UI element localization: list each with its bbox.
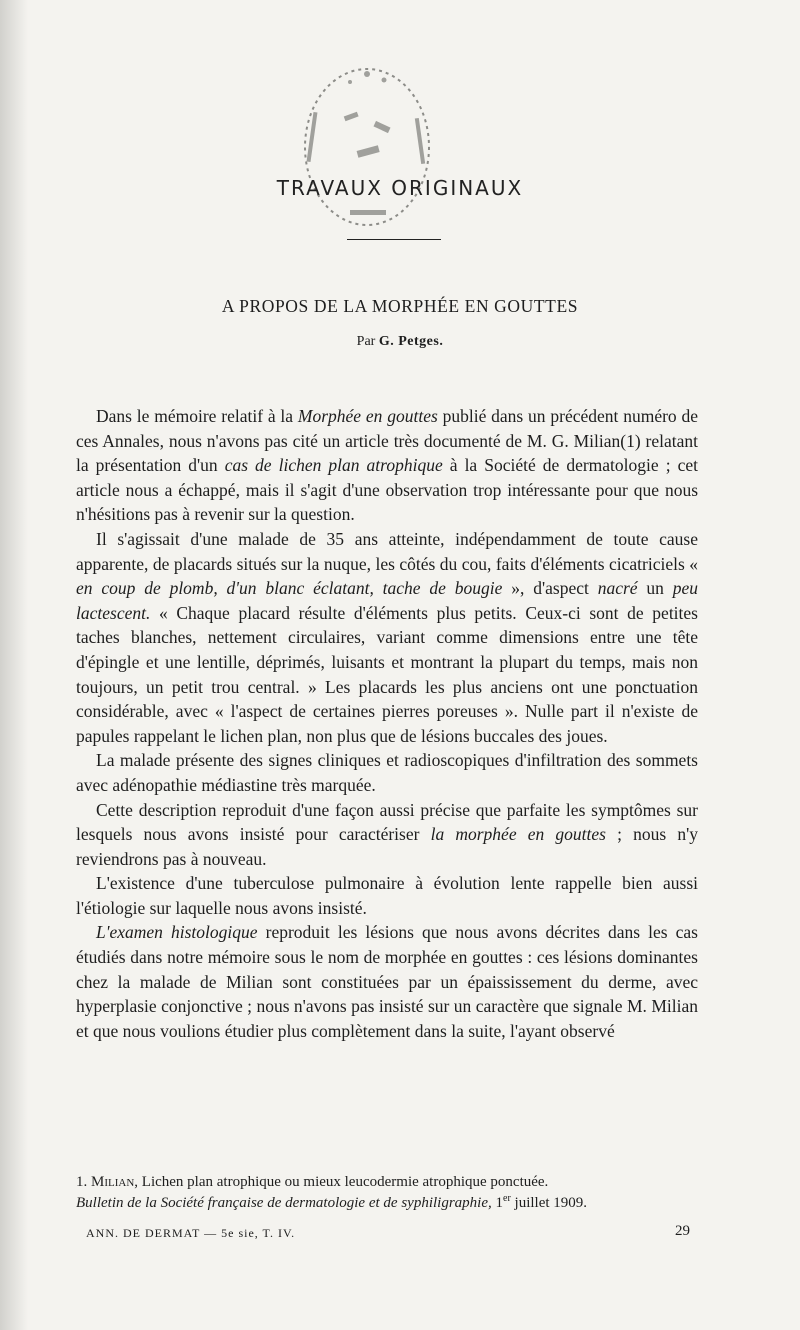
section-header: TRAVAUX ORIGINAUX (276, 176, 524, 200)
paragraph-2: Il s'agissait d'une malade de 35 ans atteinte, indépendamment de toute cause apparente, de placards situés sur la nuque, les côtés du cou, faits d'éléments cicatriciels « en coup de plomb, d'un blanc éclatant, tache de bougie », d'aspect nacré un peu lactescent. « Chaque placard résulte d'éléments plus petits. Ceux-ci sont de petites taches blanches, nettement circulaires, variant comme dimensions entre une tête d'épingle et une lentille, déprimés, luisants et montrant la plupart du temps, mais non toujours, un petit trou central. » Les placards les plus anciens ont une ponctuation considérable, avec « l'aspect de certaines pierres poreuses ». Nulle part il n'existe de papules rappelant le lichen plan, non plus que de lésions buccales des joues. (76, 528, 699, 746)
page-number: 29 (675, 1223, 690, 1239)
footnote-author: Milian (91, 1174, 135, 1190)
paragraph-4: Cette description reproduit d'une façon aussi précise que parfaite les symptômes sur lesquels nous avons insisté pour caractériser la morphée en gouttes ; nous n'y reviendrons pas à nouveau. (76, 799, 698, 869)
paragraph-5: L'existence d'une tuberculose pulmonaire à évolution lente rappelle bien aussi l'étiologie sur laquelle nous avons insisté. (76, 873, 698, 918)
footnotes (76, 1172, 698, 1214)
paragraph-6: L'examen histologique reproduit les lésions que nous avons décrites dans les cas étudiés dans notre mémoire sous le nom de morphée en gouttes : ces lésions dominantes chez la malade de Milian sont constituées par un épaississement du derme, avec hyperplasie conjonctive ; nous n'avons pas insisté sur un caractère que signale M. Milian et que nous voulions étudier plus complètement dans la suite, l'ayant observé (76, 922, 698, 1041)
article-body (76, 404, 698, 1043)
page-footer (76, 1224, 698, 1244)
paragraph-1: Dans le mémoire relatif à la Morphée en gouttes publié dans un précédent numéro de ces Annales, nous n'avons pas cité un article très documenté de M. G. Milian(1) relatant la présentation d'un cas de lichen plan atrophique à la Société de dermatologie ; cet article nous a échappé, mais il s'agit d'une observation trop intéressante pour que nous n'hésitions pas à revenir sur la question. (76, 406, 699, 525)
paragraph-3: La malade présente des signes cliniques et radioscopiques d'infiltration des sommets avec adénopathie médiastine très marquée. (76, 750, 698, 795)
footnote-reference[interactable]: (1) (620, 430, 641, 451)
header-divider (347, 239, 441, 240)
byline-prefix: Par (356, 334, 376, 349)
journal-abbreviation: ANN. DE DERMAT — 5e sie, T. IV. (86, 1226, 296, 1240)
byline (0, 334, 800, 350)
author-name: G. Petges. (378, 334, 444, 349)
article-title: A PROPOS DE LA MORPHÉE EN GOUTTES (221, 296, 579, 316)
footnote-journal: Bulletin de la Société française de dermatologie et de syphiligraphie, (76, 1195, 492, 1211)
library-stamp-icon (292, 52, 442, 227)
footnote-1: 1. Milian, Lichen plan atrophique ou mieux leucodermie atrophique ponctuée. Bulletin de la Société française de dermatologie et de syphiligraphie, 1er juillet 1909. (76, 1174, 588, 1211)
